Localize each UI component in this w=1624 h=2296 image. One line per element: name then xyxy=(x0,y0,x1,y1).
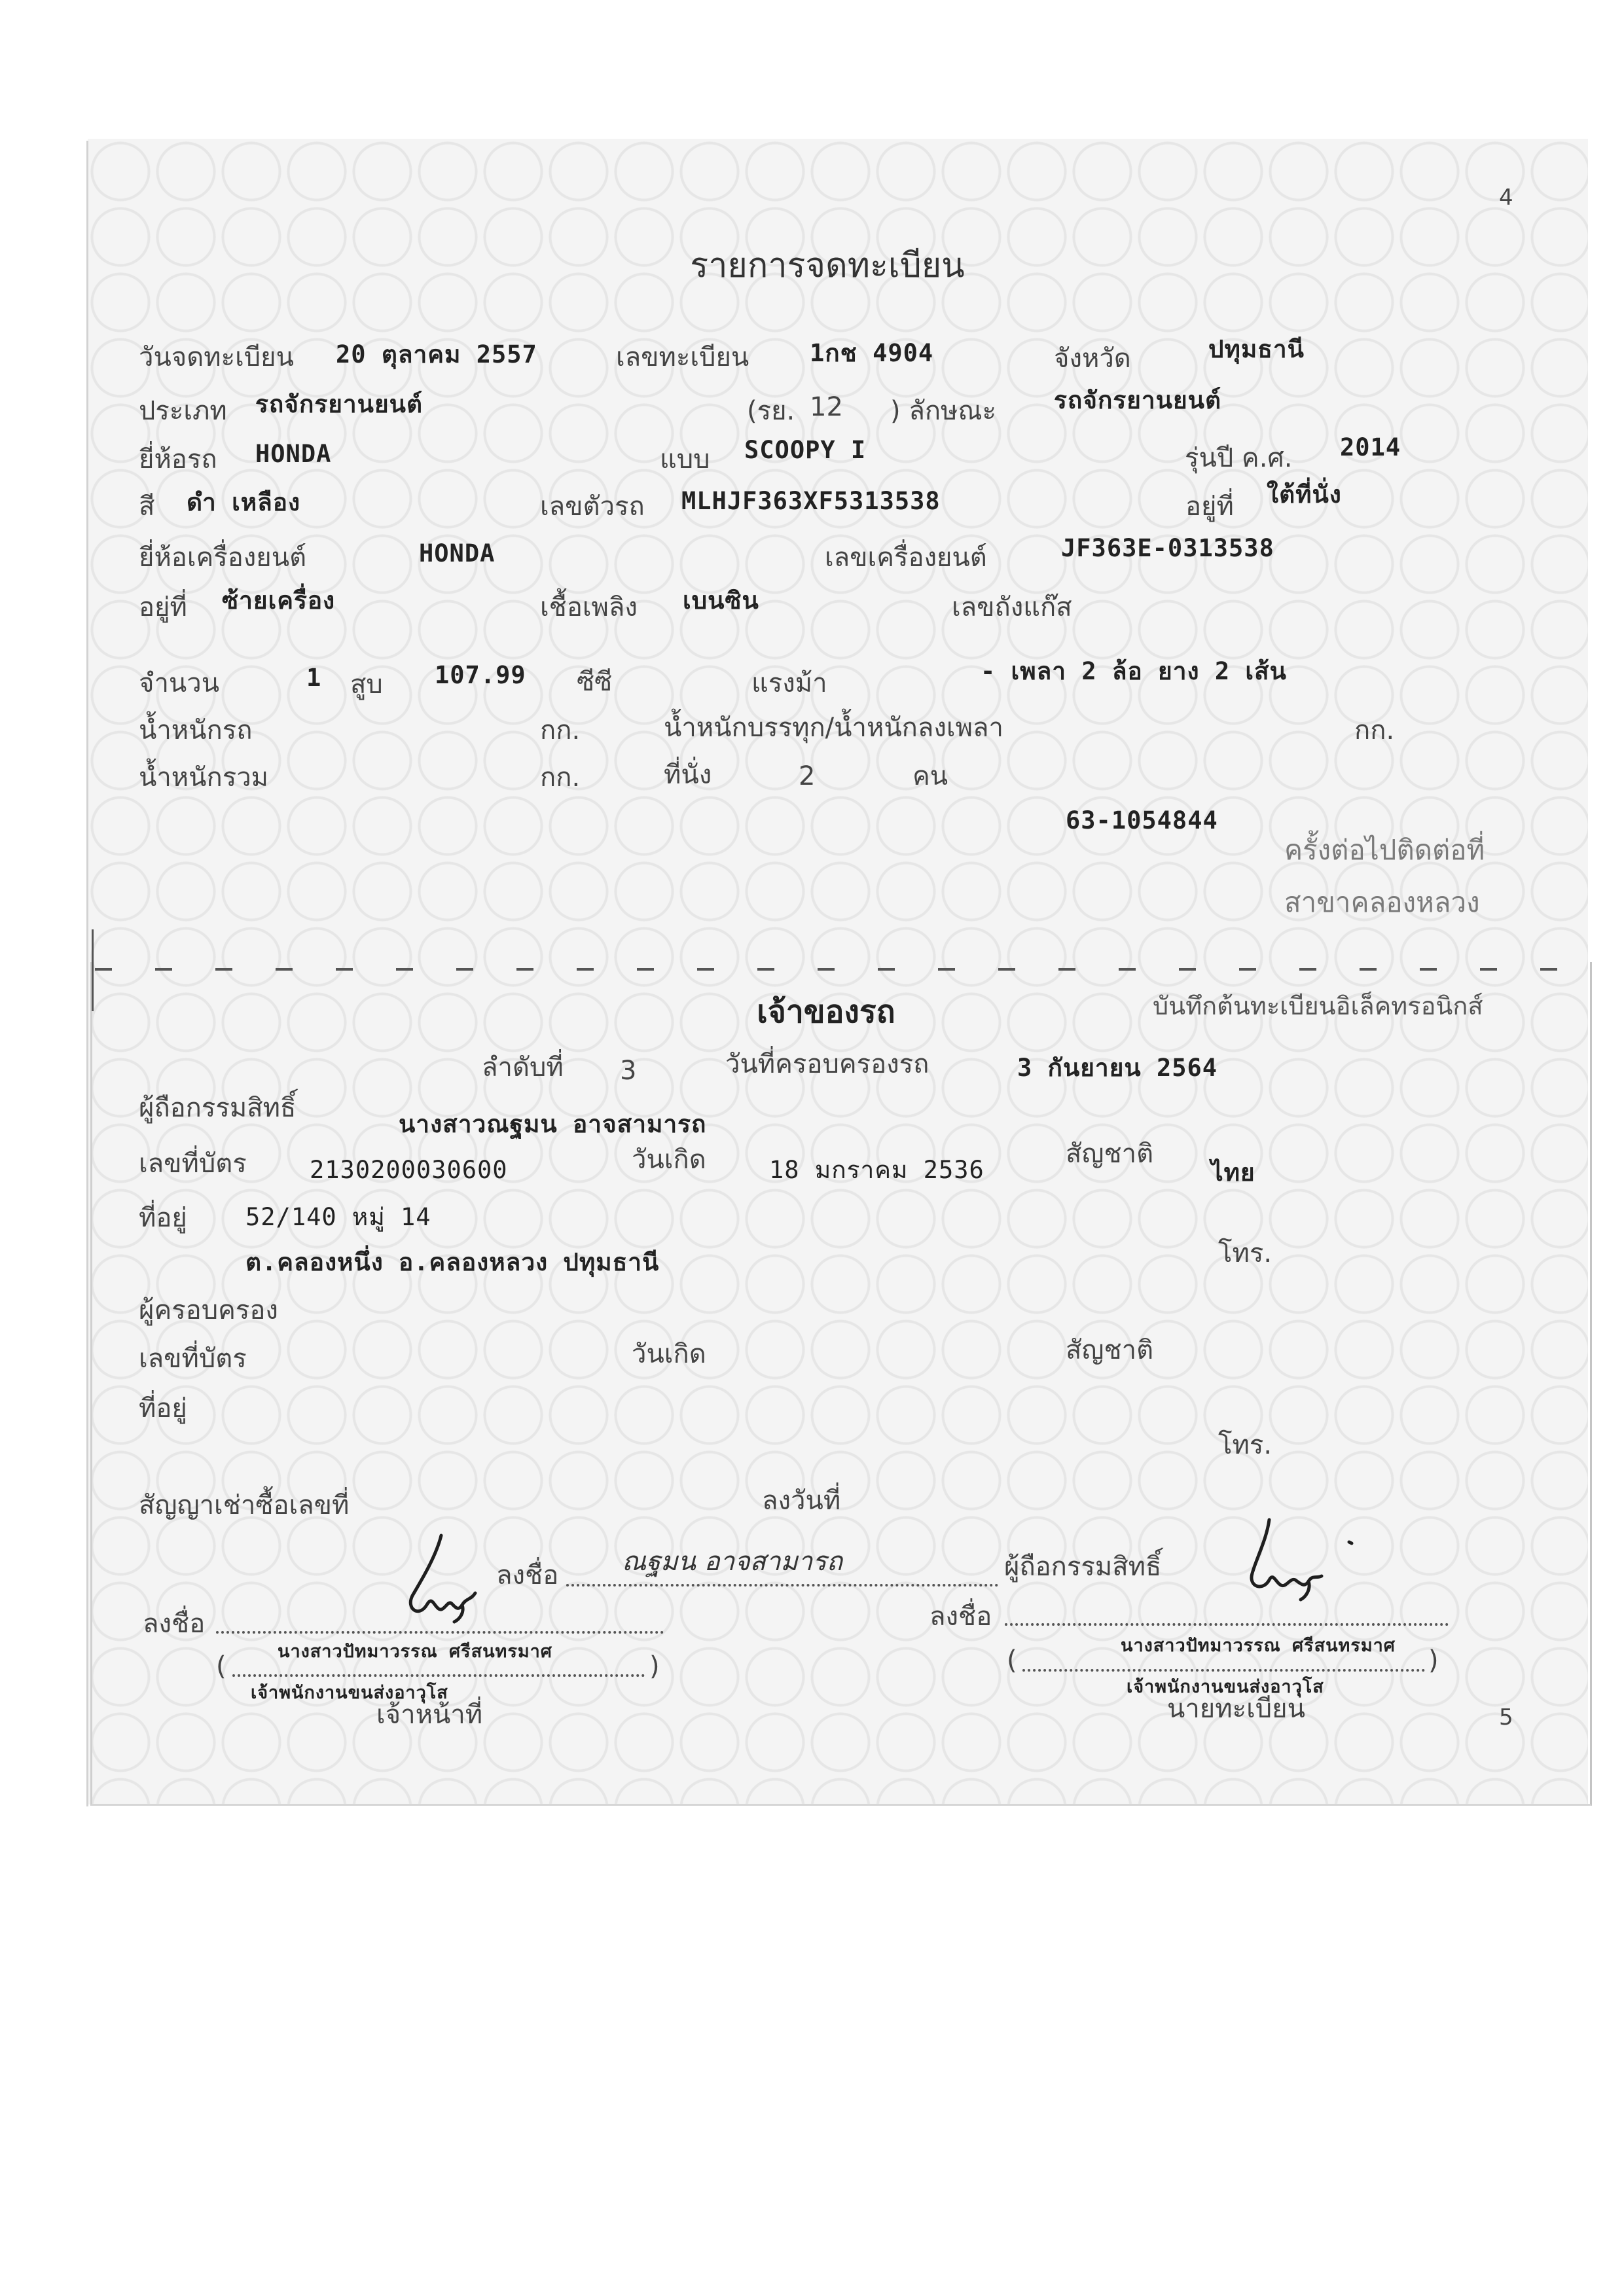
owner-tel-label: โทร. xyxy=(1218,1238,1272,1268)
holder-name: นางสาวณฐมน อาจสามารถ xyxy=(399,1110,707,1138)
engine-no-label: เลขเครื่องยนต์ xyxy=(825,543,987,573)
possessor-label: ผู้ครอบครอง xyxy=(139,1295,278,1325)
province-label: จังหวัด xyxy=(1054,344,1131,374)
owner-section-title: เจ้าของรถ xyxy=(757,994,895,1030)
section-separator xyxy=(95,968,1584,971)
possessor-nationality-label: สัญชาติ xyxy=(1066,1335,1154,1365)
reg-date-label: วันจดทะเบียน xyxy=(139,342,294,372)
next-contact-label: ครั้งต่อไปติดต่อที่ xyxy=(1284,834,1485,866)
weight-unit: กก. xyxy=(540,715,581,745)
officer-sign-label: ลงชื่อ xyxy=(143,1609,206,1639)
vin-location-value: ใต้ที่นั่ง xyxy=(1267,480,1342,509)
owner-id-value: 2130200030600 xyxy=(310,1156,508,1184)
possession-date-label: วันที่ครอบครองรถ xyxy=(725,1049,929,1079)
owner-address-line2: ต.คลองหนึ่ง อ.คลองหลวง ปทุมธานี xyxy=(245,1248,660,1276)
total-weight-unit: กก. xyxy=(540,762,581,793)
registrar-name-stamp: นางสาวปัทมาวรรณ ศรีสนทรมาศ xyxy=(1121,1636,1396,1656)
possessor-birth-label: วันเกิด xyxy=(632,1339,706,1369)
reg-date-value: 20 ตุลาคม 2557 xyxy=(336,340,537,368)
engine-location-value: ซ้ายเครื่อง xyxy=(222,586,336,615)
owner-address-line1: 52/140 หมู่ 14 xyxy=(245,1203,431,1231)
officer-sign-dotted-line xyxy=(216,1631,664,1634)
next-contact-branch: สาขาคลองหลวง xyxy=(1284,886,1480,918)
cylinders-value: 1 xyxy=(306,664,322,692)
registrar-paren-open: ( xyxy=(1007,1645,1017,1676)
page-title: รายการจดทะเบียน xyxy=(690,246,965,285)
seats-value: 2 xyxy=(799,761,816,791)
model-year-label: รุ่นปี ค.ศ. xyxy=(1185,443,1293,473)
owner-nationality-label: สัญชาติ xyxy=(1066,1139,1154,1169)
weight-label: น้ำหนักรถ xyxy=(139,715,253,745)
officer-paren-open: ( xyxy=(216,1651,226,1681)
page-number-bottom: 5 xyxy=(1499,1704,1513,1731)
officer-role: เจ้าหน้าที่ xyxy=(376,1700,483,1730)
owner-birth-label: วันเกิด xyxy=(632,1145,706,1175)
owner-section-frame xyxy=(90,962,1592,1806)
total-weight-label: น้ำหนักรวม xyxy=(139,762,269,793)
load-unit: กก. xyxy=(1354,715,1395,745)
style-label: ) ลักษณะ xyxy=(890,396,997,426)
model-label: แบบ xyxy=(660,444,710,475)
ry-code: 12 xyxy=(810,392,843,422)
owner-nationality-value: ไทย xyxy=(1211,1158,1255,1187)
load-label: น้ำหนักบรรทุก/น้ำหนักลงเพลา xyxy=(664,713,1003,743)
brand-value: HONDA xyxy=(255,440,332,468)
count-label: จำนวน xyxy=(139,668,220,698)
cc-unit: ซีซี xyxy=(577,667,613,697)
page-number-top: 4 xyxy=(1499,185,1513,211)
owner-sign-label: ลงชื่อ xyxy=(496,1560,559,1590)
owner-sign-dotted-line xyxy=(566,1584,998,1587)
color-value: ดำ เหลือง xyxy=(187,488,301,516)
registrar-paren-close: ) xyxy=(1428,1645,1439,1676)
owner-sign-role: ผู้ถือกรรมสิทธิ์ xyxy=(1004,1552,1162,1582)
axle-info-value: - เพลา 2 ล้อ ยาง 2 เส้น xyxy=(981,657,1287,685)
registrar-role: นายทะเบียน xyxy=(1167,1694,1305,1724)
cylinder-unit: สูบ xyxy=(350,670,383,700)
engine-no-value: JF363E-0313538 xyxy=(1061,534,1274,562)
owner-handwritten-name: ณฐมน อาจสามารถ xyxy=(622,1547,842,1577)
registrar-sign-dotted-line xyxy=(1005,1623,1449,1626)
vin-value: MLHJF363XF5313538 xyxy=(681,487,941,515)
seats-label: ที่นั่ง xyxy=(664,760,712,790)
seats-unit: คน xyxy=(912,761,948,791)
style-value: รถจักรยานยนต์ xyxy=(1054,386,1221,414)
brand-label: ยี่ห้อรถ xyxy=(139,444,217,475)
scan-edge-left xyxy=(86,141,88,1806)
registrar-name-dotted-line xyxy=(1022,1669,1425,1672)
model-value: SCOOPY I xyxy=(744,436,867,464)
model-year-value: 2014 xyxy=(1340,433,1401,461)
hp-label: แรงม้า xyxy=(751,668,827,698)
engine-brand-label: ยี่ห้อเครื่องยนต์ xyxy=(139,543,307,573)
vin-location-label: อยู่ที่ xyxy=(1185,492,1234,522)
officer-paren-close: ) xyxy=(649,1651,660,1681)
registrar-sign-label: ลงชื่อ xyxy=(929,1602,992,1632)
plate-value: 1กช 4904 xyxy=(810,339,934,367)
engine-brand-value: HONDA xyxy=(419,539,496,567)
owner-signature-scribble xyxy=(393,1530,491,1628)
holder-label: ผู้ถือกรรมสิทธิ์ xyxy=(139,1093,297,1123)
separator-bracket xyxy=(92,929,94,1011)
type-label: ประเภท xyxy=(139,396,227,426)
sequence-value: 3 xyxy=(620,1056,637,1086)
owner-address-label: ที่อยู่ xyxy=(139,1203,187,1233)
type-value: รถจักรยานยนต์ xyxy=(255,390,423,418)
possessor-id-label: เลขที่บัตร xyxy=(139,1344,247,1374)
engine-location-label: อยู่ที่ xyxy=(139,592,187,622)
gas-tank-label: เลขถังแก๊ส xyxy=(952,592,1072,622)
color-label: สี xyxy=(139,492,155,522)
officer-name-dotted-line xyxy=(232,1674,645,1677)
owner-id-label: เลขที่บัตร xyxy=(139,1149,247,1179)
sequence-label: ลำดับที่ xyxy=(482,1052,564,1083)
possessor-tel-label: โทร. xyxy=(1218,1430,1272,1460)
province-value: ปทุมธานี xyxy=(1208,335,1305,363)
vin-label: เลขตัวรถ xyxy=(540,492,645,522)
reference-number: 63-1054844 xyxy=(1066,806,1218,834)
electronic-record-note: บันทึกต้นทะเบียนอิเล็คทรอนิกส์ xyxy=(1153,992,1483,1020)
fuel-label: เชื้อเพลิง xyxy=(540,592,638,622)
contract-date-label: ลงวันที่ xyxy=(762,1486,841,1516)
registrar-signature-scribble xyxy=(1240,1513,1365,1605)
owner-birth-value: 18 มกราคม 2536 xyxy=(769,1156,984,1184)
plate-label: เลขทะเบียน xyxy=(616,342,749,372)
possessor-address-label: ที่อยู่ xyxy=(139,1393,187,1424)
fuel-value: เบนซิน xyxy=(683,586,759,615)
possession-date-value: 3 กันยายน 2564 xyxy=(1017,1054,1218,1082)
ry-open: (รย. xyxy=(747,396,795,426)
cc-value: 107.99 xyxy=(435,661,526,689)
registrar-position-stamp: เจ้าพนักงานขนส่งอาวุโส xyxy=(1127,1677,1324,1697)
officer-name-stamp: นางสาวปัทมาวรรณ ศรีสนทรมาศ xyxy=(278,1641,552,1662)
officer-position-stamp: เจ้าพนักงานขนส่งอาวุโส xyxy=(251,1683,448,1703)
hire-purchase-contract-label: สัญญาเช่าซื้อเลขที่ xyxy=(139,1490,350,1520)
